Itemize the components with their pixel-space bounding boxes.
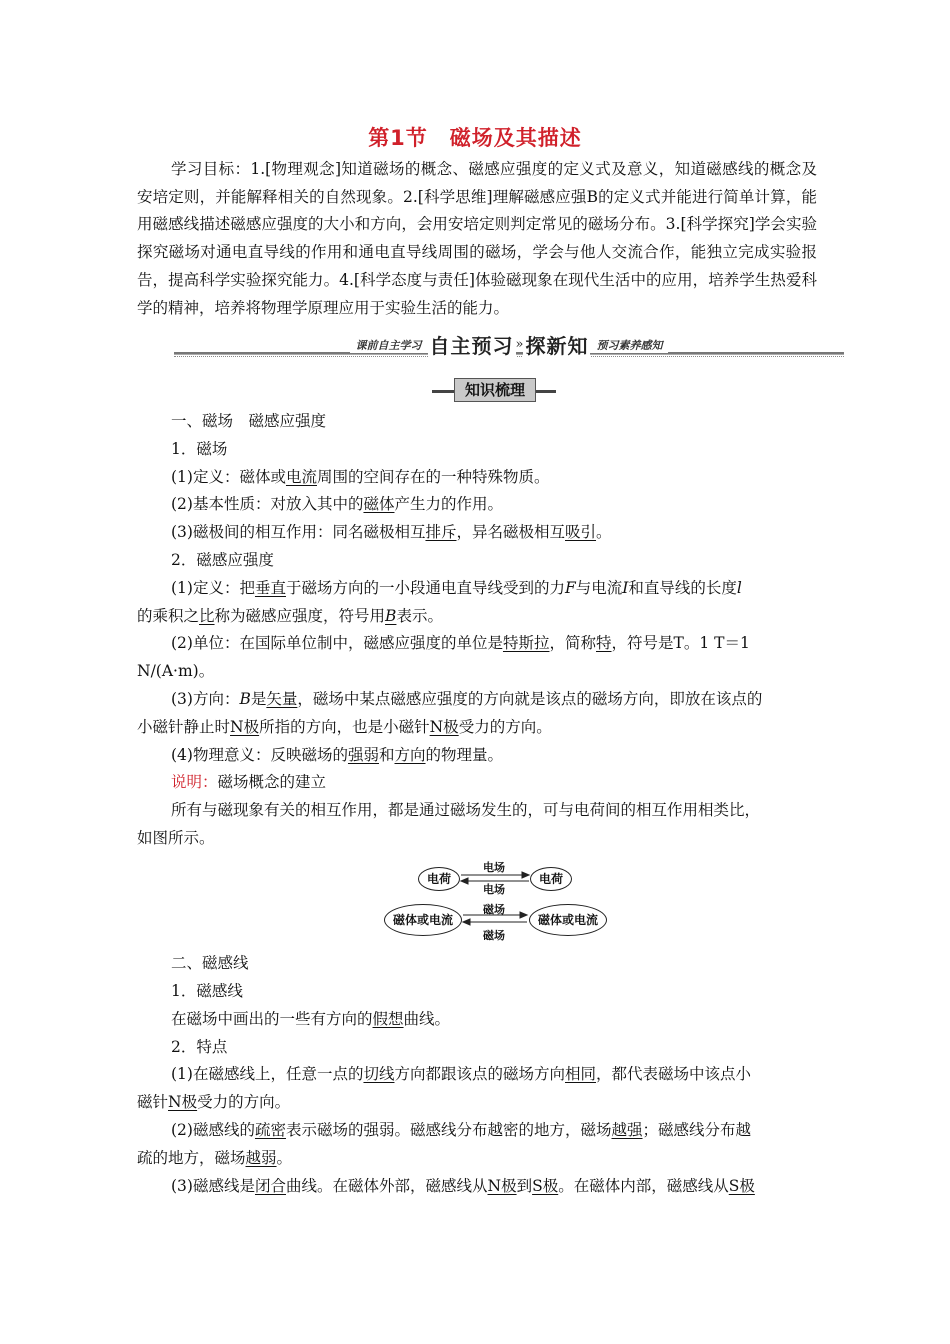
note-label: 说明： xyxy=(171,773,218,791)
field-label-lower: 电场 xyxy=(483,883,505,896)
text: ，都代表磁场中该点小 xyxy=(596,1065,752,1083)
subheading: 2．磁感应强度 xyxy=(171,551,274,569)
text-line: 如图所示。 xyxy=(137,829,215,847)
banner-title-2: 探新知 xyxy=(523,330,590,359)
text-line xyxy=(137,1008,851,1030)
text-line xyxy=(137,466,851,488)
text: 。 xyxy=(276,1149,293,1167)
text: 磁场概念的建立 xyxy=(217,773,327,791)
text: 磁针 xyxy=(137,1093,169,1111)
text: ，磁场中某点磁感应强度的方向就是该点的磁场方向，即放在该点的 xyxy=(297,690,763,708)
blank-answer: 闭合 xyxy=(254,1177,286,1195)
page-title: 第1节 磁场及其描述 xyxy=(368,126,582,150)
knowledge-box-label: 知识梳理 xyxy=(454,378,536,402)
text-line xyxy=(137,1119,851,1141)
text: 称为磁感应强度，符号用 xyxy=(214,607,386,625)
blank-answer: S极 xyxy=(532,1177,559,1195)
text-line: 所有与磁现象有关的相互作用，都是通过磁场发生的，可与电荷间的相互作用相类比， xyxy=(171,801,761,819)
blank-answer: 越弱 xyxy=(245,1149,277,1167)
text-line xyxy=(137,744,851,766)
learning-goals: 学习目标：1.[物理观念]知道磁场的概念、磁感应强度的定义式及意义，知道磁感线的概念及安培定则，并能解释相关的自然现象。2.[科学思维]理解磁感应强B的定义式并能进行简单计算，能用磁感线描述磁感应强度的大小和方向，会用安培定则判定常见的磁场分布。3.[科学探究]学会实验探究磁场对通电直导线的作用和通电直导线周围的磁场，学会与他人交流合作，能独立完成实验报告，提高科学实验探究能力。4.[科学态度与责任]体验磁现象在现代生活中的应用，培养学生热爱科学的精神，培养将物理学原理应用于实验生活的能力。 xyxy=(137,160,817,317)
text: (2)磁感线的 xyxy=(171,1121,255,1139)
banner-title-1: 自主预习 xyxy=(428,330,516,359)
blank-answer: 吸引 xyxy=(565,523,597,541)
blank-answer: 相同 xyxy=(565,1065,597,1083)
text-line xyxy=(137,1091,817,1113)
arrowhead-icon xyxy=(522,872,529,878)
magnet-oval-right: 磁体或电流 xyxy=(529,904,607,936)
text: 受力的方向。 xyxy=(458,718,552,736)
blank-answer: N极 xyxy=(429,718,459,736)
blank-answer: 特斯拉 xyxy=(502,634,550,652)
text: (2)基本性质：对放入其中的 xyxy=(171,495,364,513)
arrowhead-icon xyxy=(520,912,527,918)
text-line xyxy=(137,1175,851,1197)
field-label-upper: 电场 xyxy=(483,861,505,874)
text: (2)单位：在国际单位制中，磁感应强度的单位是 xyxy=(171,634,503,652)
text: 曲线。 xyxy=(403,1010,451,1028)
text: 曲线。在磁体外部，磁感线从 xyxy=(285,1177,488,1195)
blank-answer: 排斥 xyxy=(425,523,457,541)
text-line xyxy=(137,1147,817,1169)
blank-answer: N极 xyxy=(168,1093,198,1111)
text: 于磁场方向的一小段通电直导线受到的力 xyxy=(285,579,565,597)
text-line: N/(A·m)。 xyxy=(137,662,215,680)
text: (3)磁感线是 xyxy=(171,1177,255,1195)
magfield-label-upper: 磁场 xyxy=(483,903,505,916)
text: (1)定义：磁体或 xyxy=(171,468,286,486)
text-line xyxy=(137,521,851,543)
magnet-oval-left: 磁体或电流 xyxy=(384,904,462,936)
charge-oval-right: 电荷 xyxy=(530,867,572,891)
text: ，异名磁极相互 xyxy=(456,523,565,541)
text: 表示磁场的强弱。磁感线分布越密的地方，磁场 xyxy=(285,1121,612,1139)
box-left-rule xyxy=(432,390,454,393)
text: 到 xyxy=(516,1177,533,1195)
text-line xyxy=(137,1063,851,1085)
symbol: B xyxy=(239,690,251,708)
banner-right-label: 预习素养感知 xyxy=(590,337,668,353)
text: 。在磁体内部，磁感线从 xyxy=(558,1177,729,1195)
text: 周围的空间存在的一种特殊物质。 xyxy=(316,468,550,486)
blank-answer: N极 xyxy=(230,718,260,736)
text: ；磁感线分布越 xyxy=(642,1121,752,1139)
text: 和直导线的长度 xyxy=(628,579,737,597)
analogy-diagram xyxy=(383,858,611,946)
text: 疏的地方，磁场 xyxy=(137,1149,246,1167)
symbol: F xyxy=(565,579,576,597)
blank-answer: S极 xyxy=(728,1177,755,1195)
blank-answer: 磁体 xyxy=(363,495,395,513)
text: 的乘积之 xyxy=(137,607,200,625)
text: ，简称 xyxy=(549,634,596,652)
text: 。 xyxy=(596,523,612,541)
blank-answer: B xyxy=(385,607,397,625)
section-banner xyxy=(174,330,844,360)
symbol: I xyxy=(622,579,629,597)
blank-answer: 强弱 xyxy=(347,746,379,764)
text: 所指的方向，也是小磁针 xyxy=(259,718,430,736)
box-right-rule xyxy=(534,390,556,393)
banner-left-label: 课前自主学习 xyxy=(350,337,428,353)
text: 受力的方向。 xyxy=(197,1093,291,1111)
blank-answer: 切线 xyxy=(363,1065,395,1083)
blank-answer: 疏密 xyxy=(254,1121,286,1139)
text-line xyxy=(137,688,851,710)
text: 和 xyxy=(378,746,395,764)
text-line xyxy=(137,493,851,515)
arrowhead-icon xyxy=(463,919,470,925)
blank-answer: N极 xyxy=(487,1177,517,1195)
blank-answer: 方向 xyxy=(394,746,426,764)
subheading: 1．磁感线 xyxy=(171,982,243,1000)
arrowhead-icon xyxy=(461,878,468,884)
text: 产生力的作用。 xyxy=(394,495,503,513)
section-heading: 二、磁感线 xyxy=(171,954,249,972)
text-line xyxy=(137,716,817,738)
text: 在磁场中画出的一些有方向的 xyxy=(171,1010,373,1028)
text: (3)磁极间的相互作用：同名磁极相互 xyxy=(171,523,426,541)
text-line xyxy=(137,605,817,627)
diagram-arrows xyxy=(383,858,611,946)
blank-answer: 特 xyxy=(596,634,612,652)
knowledge-box xyxy=(432,378,556,404)
blank-answer: 电流 xyxy=(285,468,317,486)
text: 方向都跟该点的磁场方向 xyxy=(394,1065,565,1083)
text: (1)在磁感线上，任意一点的 xyxy=(171,1065,364,1083)
section-heading: 一、磁场 磁感应强度 xyxy=(171,412,327,430)
text: (3)方向： xyxy=(171,690,240,708)
symbol: l xyxy=(736,579,742,597)
text: 小磁针静止时 xyxy=(137,718,231,736)
text: (4)物理意义：反映磁场的 xyxy=(171,746,348,764)
blank-answer: 假想 xyxy=(372,1010,404,1028)
blank-answer: 比 xyxy=(199,607,215,625)
blank-answer: 越强 xyxy=(611,1121,643,1139)
text: 与电流 xyxy=(575,579,623,597)
text-line xyxy=(137,577,851,599)
text: ，符号是T。1 T＝1 xyxy=(611,634,750,652)
text-line xyxy=(137,632,851,654)
subheading: 1．磁场 xyxy=(171,440,228,458)
blank-answer: 垂直 xyxy=(254,579,286,597)
note-line xyxy=(137,771,851,793)
double-chevron-icon: » xyxy=(515,337,524,352)
subheading: 2．特点 xyxy=(171,1038,228,1056)
blank-answer: 矢量 xyxy=(266,690,298,708)
charge-oval-left: 电荷 xyxy=(418,867,460,891)
text: 是 xyxy=(250,690,267,708)
text: 表示。 xyxy=(396,607,443,625)
text: 的物理量。 xyxy=(425,746,504,764)
magfield-label-lower: 磁场 xyxy=(483,929,505,942)
text: (1)定义：把 xyxy=(171,579,255,597)
